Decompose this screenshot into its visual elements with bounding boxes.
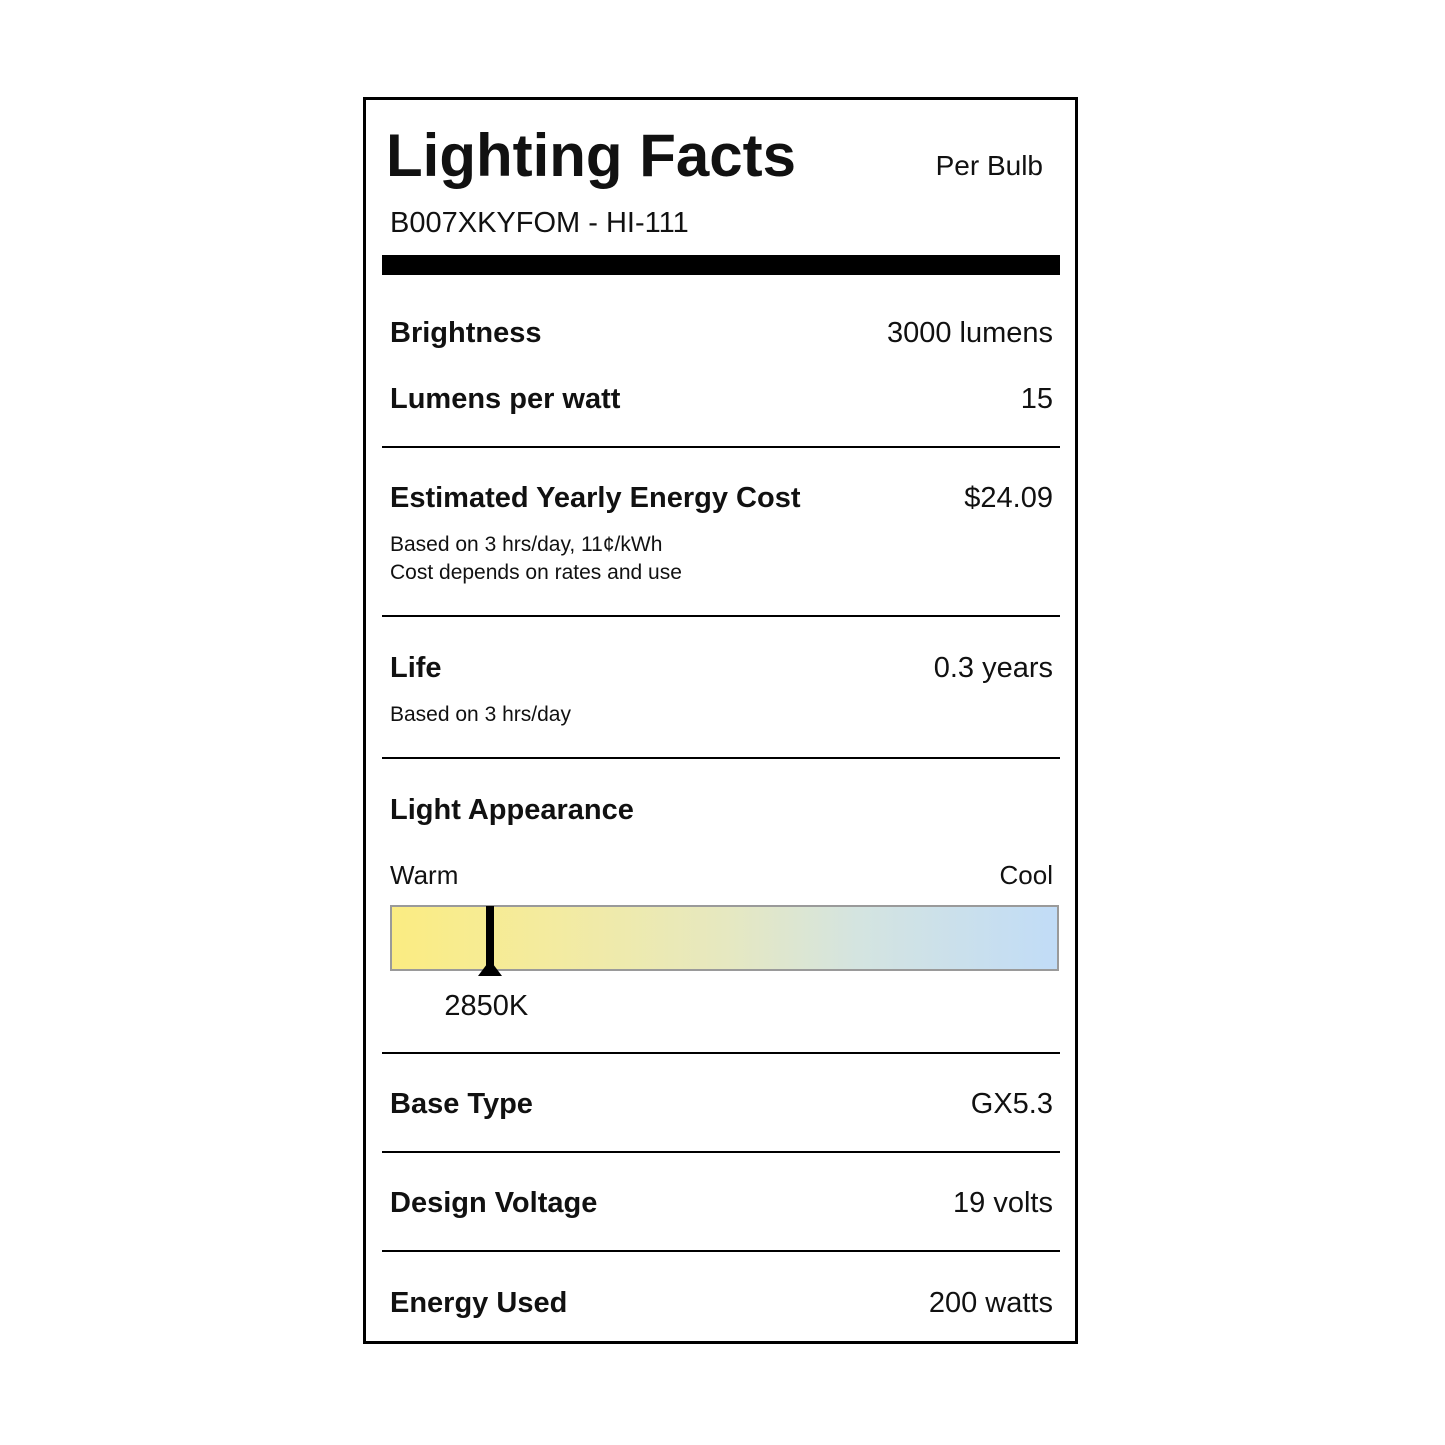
warm-label: Warm [390,860,459,890]
base-type-label: Base Type [390,1088,533,1120]
voltage-label: Design Voltage [390,1187,598,1219]
voltage-value: 19 volts [953,1187,1053,1219]
light-appearance-label: Light Appearance [390,794,634,826]
energy-cost-note-1: Based on 3 hrs/day, 11¢/kWh [390,533,663,556]
marker-pointer-icon [478,960,502,976]
energy-used-value: 200 watts [928,1287,1053,1319]
divider [382,757,1060,759]
lighting-facts-label [363,97,1078,1344]
label-title: Lighting Facts [386,122,796,189]
cool-label: Cool [999,860,1053,890]
divider [382,615,1060,617]
per-bulb-text: Per Bulb [935,150,1043,181]
divider [382,1052,1060,1054]
divider [382,1151,1060,1153]
base-type-value: GX5.3 [970,1088,1053,1120]
brightness-label: Brightness [390,317,542,349]
life-label: Life [390,652,442,684]
energy-used-label: Energy Used [390,1287,568,1319]
efficacy-value: 15 [1020,383,1053,415]
header-divider [382,255,1060,275]
life-note: Based on 3 hrs/day [390,703,571,726]
brightness-value: 3000 lumens [886,317,1053,349]
color-temperature-value: 2850K [444,990,529,1022]
efficacy-label: Lumens per watt [390,383,621,415]
life-value: 0.3 years [933,652,1053,684]
energy-cost-label: Estimated Yearly Energy Cost [390,482,801,514]
model-number: B007XKYFOM - HI-111 [390,207,689,239]
divider [382,1250,1060,1252]
energy-cost-value: $24.09 [964,482,1053,514]
divider [382,446,1060,448]
energy-cost-note-2: Cost depends on rates and use [390,561,682,584]
